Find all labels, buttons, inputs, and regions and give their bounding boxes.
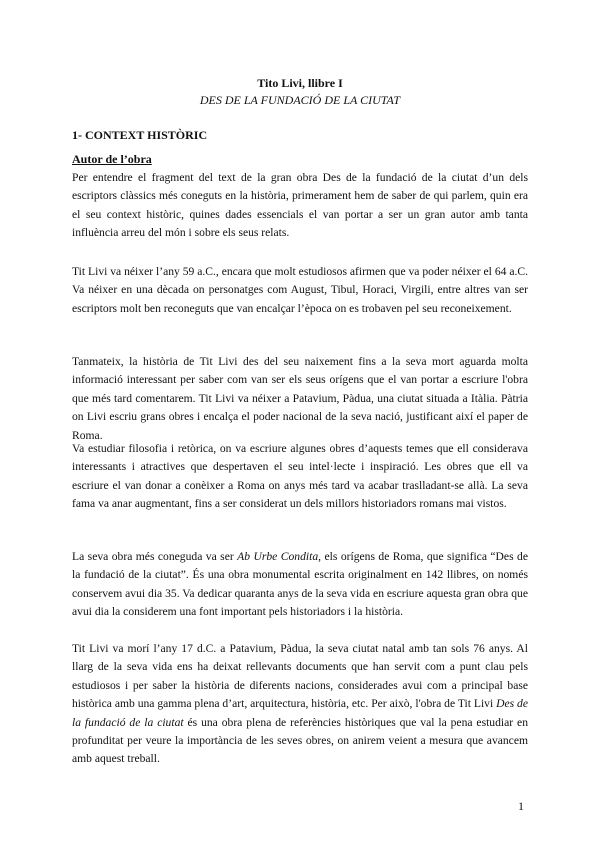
document-title: Tito Livi, llibre I: [257, 76, 343, 90]
paragraph-3: Tanmateix, la història de Tit Livi des del seu naixement fins a la seva mort aguarda molta informació interessant per saber com van ser els seus orígens que el van portar a escriure l'obra que més tard comentarem. Tit Livi va néixer a Patavium, Pàdua, una ciutat situada a Itàlia. Pàtria on Livi escriu grans obres i encalça el poder nacional de la seva nació, justificant així el paper de Roma.: [72, 355, 528, 442]
section-heading: 1- CONTEXT HISTÒRIC: [72, 128, 208, 142]
page-number: 1: [518, 799, 524, 813]
paragraph-5-italic-title: Ab Urbe Condita: [237, 550, 319, 563]
paragraph-6-text-end: és una obra plena de referències històriques que val la pena estudiar en profunditat per veure la importància de les seves obres, on anirem veient a mesura que avancem amb aquest treball.: [72, 715, 528, 766]
paragraph-6: [72, 640, 528, 769]
paragraph-2: Tit Livi va néixer l’any 59 a.C., encara que molt estudiosos afirmen que va poder néixer el 64 a.C. Va néixer en una dècada on personatges com August, Tibul, Horaci, Virgili, entre altres van ser escriptors molt ben reconeguts que van encalçar l’època on es trobaven pel seu reconeixement.: [72, 265, 528, 315]
document-subtitle: DES DE LA FUNDACIÓ DE LA CIUTAT: [199, 93, 401, 107]
paragraph-6-text-start: Tit Livi va morí l’any 17 d.C. a Patavium, Pàdua, la seva ciutat natal amb tan sols 76 anys. Al llarg de la seva vida ens ha deixat rellevants documents que han servit com a punt clau pels estudiosos i per saber la història de diferents nacions, considerades avui com a principal base històrica amb una gamma plena d’art, arquitectura, història, etc. Per això, l'obra de Tit Livi: [72, 642, 528, 711]
subsection-heading: Autor de l’obra: [72, 152, 152, 166]
paragraph-5-text-start: La seva obra més coneguda va ser: [72, 550, 238, 563]
paragraph-4: Va estudiar filosofia i retòrica, on va escriure algunes obres d’aquests temes que ell considerava interessants i atractives que despertaven el seu intel·lecte i inspiració. Les obres que ell va escriure el van donar a conèixer a Roma on anys més tard va acabar traslladant-se allà. La seva fama va anar augmentant, fins a ser considerat un dels millors historiadors romans mai vistos.: [72, 442, 528, 511]
paragraph-6-italic-title: Des de la fundació de la ciutat: [72, 697, 528, 729]
paragraph-1: Per entendre el fragment del text de la gran obra Des de la fundació de la ciutat d’un dels escriptors clàssics més coneguts en la història, primerament hem de saber de qui parlem, quin era el seu context històric, quines dades essencials el van portar a ser un gran autor amb tanta influència arreu del món i sobre els seus relats.: [72, 171, 528, 240]
paragraph-5: [72, 548, 528, 622]
paragraph-5-text-end: , els orígens de Roma, que significa “Des de la fundació de la ciutat”. És una obra monumental escrita originalment en 142 llibres, on només conservem avui dia 35. Va dedicar quaranta anys de la seva vida en escriure aquesta gran obra que avui dia la considerem una font important pels historiadors i la història.: [72, 550, 528, 619]
